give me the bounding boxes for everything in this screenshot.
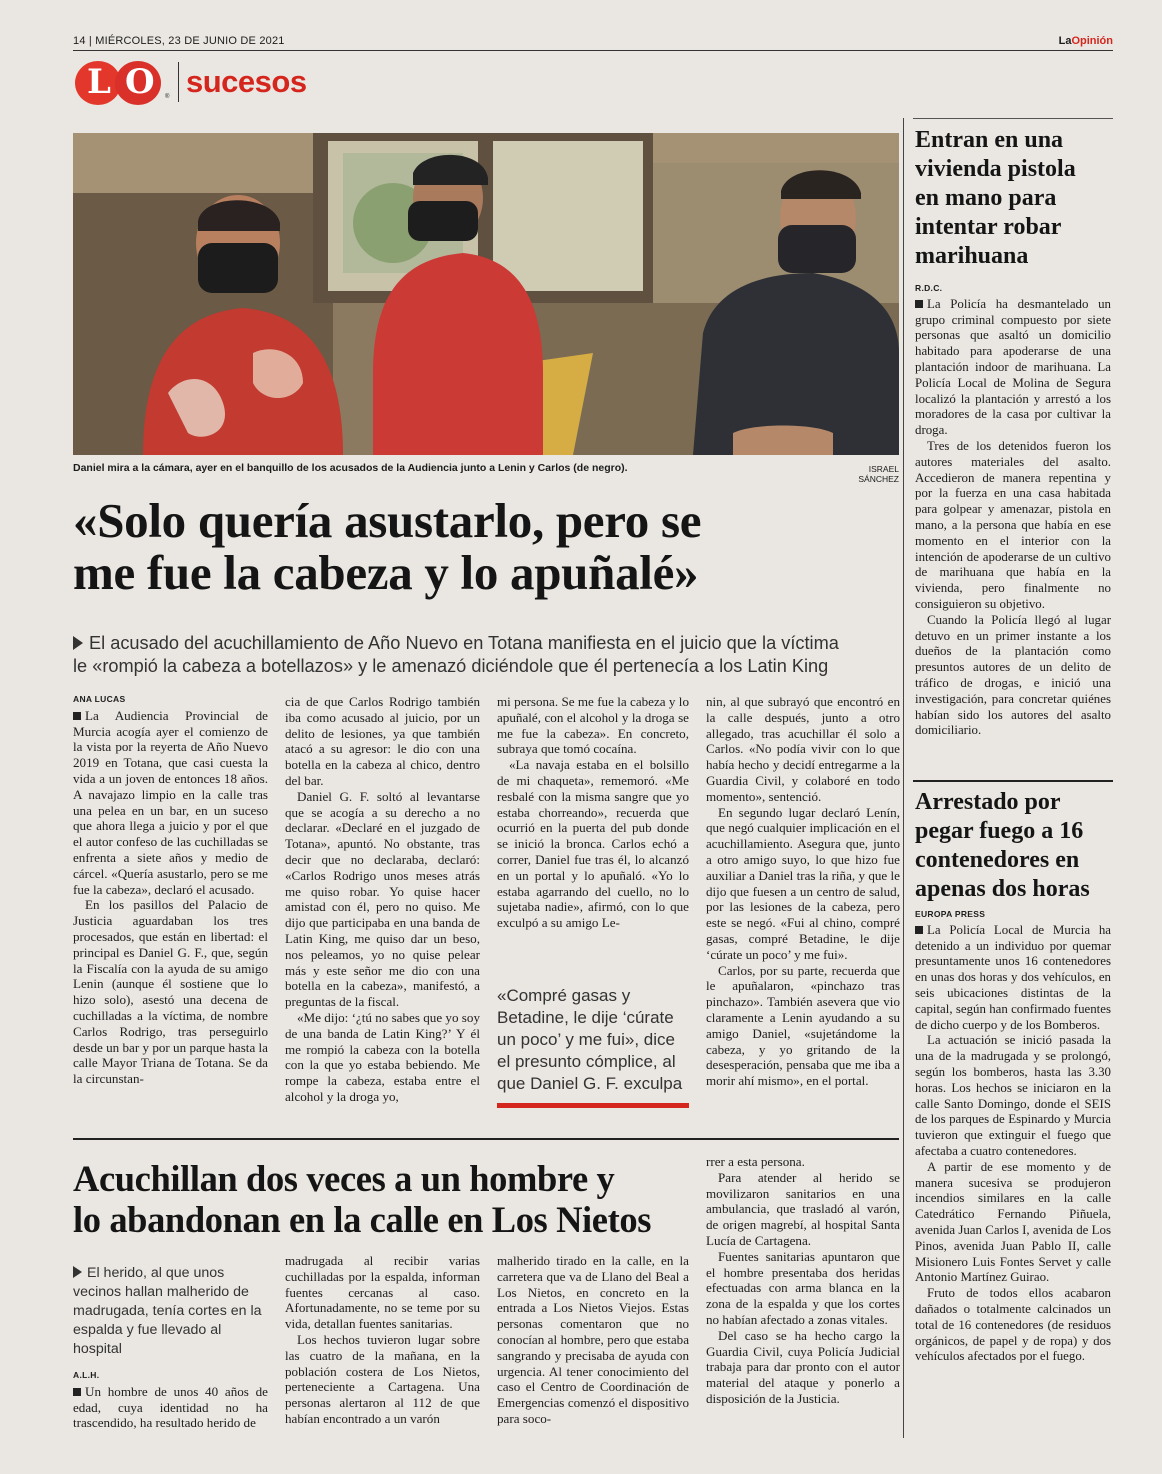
second-headline: Acuchillan dos veces a un hombre y lo abandonan en la calle en Los Nietos [73, 1158, 651, 1240]
paragraph: Del caso se ha hecho cargo la Guardia Civil, cuya Policía Judicial trabaja para dar pronto con el autor material del ataque y ponerlo a disposición de la Justicia. [706, 1327, 900, 1406]
paragraph: La Policía Local de Murcia ha detenido a un individuo por quemar presuntamente unos 16 contenedores en unas dos horas y dos vehículos, en seis ubicaciones distintas de la capital, según han confirmado fuentes de dicho cuerpo y de los Bomberos. [915, 922, 1111, 1032]
paragraph: La actuación se inició pasada la una de la madrugada y se prolongó, según los bomberos, hasta las 3.30 horas. Los hechos se iniciaron en la calle Santo Domingo, donde el SEIS de los parques de Espinardo y Murcia tuvieron que extinguir el fuego que afectaba a cuatro contenedores. [915, 1033, 1111, 1158]
article-divider [73, 1138, 899, 1140]
second-column-1 [73, 1368, 268, 1431]
second-subheadline: El herido, al que unos vecinos hallan malherido de madrugada, tenía cortes en la espalda y fue llevado al hospital [73, 1265, 262, 1357]
sidebar-top-rule [913, 118, 1113, 119]
paragraph: malherido tirado en la calle, en la carretera que va de Llano del Beal a Los Nietos, en concreto en la entrada a Los Nietos Viejos. Estas personas comentaron que no conocían al hombre, pero que estaba sangrando y precisaba de ayuda con urgencia. Al tener conocimiento del caso el Centro de Coordinación de Emergencias comenzó el dispositivo para soco- [497, 1253, 689, 1426]
square-bullet-icon [73, 712, 81, 720]
newspaper-name: LaOpinión [1058, 35, 1113, 47]
square-bullet-icon [915, 300, 923, 308]
byline: EUROPA PRESS [915, 909, 986, 919]
byline: R.D.C. [915, 283, 943, 293]
paragraph: Un hombre de unos 40 años de edad, cuya identidad no ha trascendido, ha resultado herido de [73, 1383, 268, 1431]
side-headline-1: Entran en una vivienda pistola en mano para intentar robar marihuana [915, 127, 1076, 269]
main-headline: «Solo quería asustarlo, pero se me fue la cabeza y lo apuñalé» [73, 493, 702, 600]
courtroom-photo [73, 133, 899, 455]
paragraph: Daniel G. F. soltó al levantarse que se acogía a su derecho a no declarar. «Declaré en el juzgado de Totana», apuntó. No obstante, tras decir que no declaraba, declaró: «Carlos Rodrigo unos meses atrás me quiso robar. Yo quise hacer amistad con él, pero no quiso. Me dijo que participaba en una banda de Latin King, me quiso dar un beso, nos peleamos, yo no quise pelear más y este señor me dio con una botella en la cabeza», manifestó, a preguntas de la fiscal. [285, 788, 480, 1010]
second-column-2 [285, 1253, 480, 1427]
page-header [73, 35, 1113, 49]
paragraph: Cuando la Policía llegó al lugar detuvo en un primer instante a los dueños de la plantación como presuntos autores de un delito de tráfico de drogas, e inició una investigación, para concretar quiénes habían sido los autores del asalto domiciliario. [915, 612, 1111, 738]
paragraph: Tres de los detenidos fueron los autores materiales del asalto. Accedieron de manera repentina y por la fuerza en una casa habitada para golpear y amenazar, pistola en mano, a la persona que había en ese momento en el interior con la intención de apoderarse de un cultivo de marihuana que había en la vivienda, pero finalmente no consiguieron su objetivo. [915, 438, 1111, 611]
article-column-4 [706, 694, 900, 1089]
pull-quote-accent [497, 1103, 689, 1108]
side-headline-2: Arrestado por pegar fuego a 16 contenedores en apenas dos horas [915, 789, 1090, 902]
paragraph: rrer a esta persona. [706, 1154, 805, 1169]
main-subheadline: El acusado del acuchillamiento de Año Nuevo en Totana manifiesta en el juicio que la víctima le «rompió la cabeza a botellazos» y le amenazó diciéndole que él pertenecía a los Latin King [73, 633, 839, 676]
photo-caption: Daniel mira a la cámara, ayer en el banquillo de los acusados de la Audiencia junto a Lenin y Carlos (de negro). [73, 462, 628, 474]
arrow-bullet-icon [73, 636, 83, 650]
section-divider [178, 62, 179, 102]
arrow-bullet-icon [73, 1266, 82, 1278]
paragraph: «La navaja estaba en el bolsillo de mi chaqueta», rememoró. «Me resbalé con la misma sangre que yo estaba chorreando», recuerda que ocurrió en la puerta del pub donde se inició la bronca. Carlos echó a correr, Daniel fue tras él, lo alcanzó en un portal y lo apuñaló. «Yo lo estaba agarrando del cuello, no lo sujetaba nadie», afirmó, con lo que exculpó a su amigo Le- [497, 757, 689, 931]
photo-credit: ISRAEL SÁNCHEZ [858, 464, 899, 484]
second-column-4 [706, 1154, 900, 1407]
square-bullet-icon [915, 926, 923, 934]
second-column-3 [497, 1253, 689, 1427]
newspaper-logo: L O ® [75, 58, 167, 106]
article-column-2 [285, 694, 480, 1105]
paragraph: mi persona. Se me fue la cabeza y lo apuñalé, con el alcohol y la droga se me fue la cabeza». En concreto, subraya que tomó cocaína. [497, 694, 689, 757]
paragraph: En los pasillos del Palacio de Justicia aguardaban los tres procesados, que están en libertad: el principal es Daniel G. F., que, según la Fiscalía con la ayuda de su amigo Lenin (aunque él sostiene que lo hizo solo), asestó una decena de cuchilladas a la víctima, de nombre Carlos Rodrigo, tras perseguirlo desde un bar y por un parque hasta la calle Mayor Triana de Totana. Se da la circunstan- [73, 897, 268, 1087]
section-title: sucesos [186, 64, 307, 99]
pull-quote: «Compré gasas y Betadine, le dije ‘cúrate un poco’ y me fui», dice el presunto cómplice, al que Daniel G. F. exculpa [497, 986, 683, 1093]
paragraph: «Me dijo: ‘¿tú no sabes que yo soy de una banda de Latin King?’ Y él me rompió la cabeza con la botella con la que yo estaba bebiendo. Me rompe la cabeza, estaba entre el alcohol y la droga yo, [285, 1009, 480, 1104]
paragraph: cia de que Carlos Rodrigo también iba como acusado al juicio, por un delito de lesiones, ya que también atacó a su agresor: le dio con una botella en la cabeza al chico, dentro del bar. [285, 694, 480, 788]
paragraph: La Policía ha desmantelado un grupo criminal compuesto por siete personas que asaltó un domicilio habitado para apoderarse de una plantación indoor de marihuana. La Policía Local de Molina de Segura localizó la plantación y arrestó a los moradores de la casa por cultivar la droga. [915, 296, 1111, 438]
paragraph: A partir de ese momento y de manera sucesiva se produjeron incendios similares en la calle Catedrático Fernando Piñuela, avenida Juan Carlos I, avenida de Los Pinos, avenida Juan Pablo II, calle Misionero Luis Fontes Servet y calle Antonio Martínez Guirao. [915, 1159, 1111, 1285]
sidebar-mid-rule [913, 780, 1113, 782]
paragraph: Fuentes sanitarias apuntaron que el hombre presentaba dos heridas efectuadas con arma blanca en la zona de la espalda y que los cortes no habían afectado a zonas vitales. [706, 1248, 900, 1327]
byline: A.L.H. [73, 1370, 100, 1380]
byline: ANA LUCAS [73, 694, 126, 704]
paragraph: Los hechos tuvieron lugar sobre las cuatro de la mañana, en la población costera de Los Nietos, perteneciente a Cartagena. Una personas alertaron al 112 de que habían encontrado a un varón [285, 1331, 480, 1426]
article-column-3 [497, 694, 689, 931]
article-column-1 [73, 692, 268, 1087]
page-number-date: 14 | MIÉRCOLES, 23 DE JUNIO DE 2021 [73, 35, 285, 47]
paragraph: madrugada al recibir varias cuchilladas por la espalda, informan fuentes cercanas al caso. Afortunadamente, no se teme por su vida, detallan fuentes sanitarias. [285, 1253, 480, 1332]
paragraph: En segundo lugar declaró Lenín, que negó cualquier implicación en el acuchillamiento. Asegura que, junto a otro amigo suyo, lo que hizo fue auxiliar a Daniel tras la riña, y que le dijo que fuesen a un centro de salud, por las lesiones de la cabeza, pero este se negó. «Fui al chino, compré gasas, compré Betadine, le dije ‘cúrate un poco’ y me fui». [706, 804, 900, 962]
side-article-1 [915, 281, 1111, 739]
side-article-2 [915, 907, 1111, 1365]
header-divider [73, 50, 1113, 51]
paragraph: La Audiencia Provincial de Murcia acogía ayer el comienzo de la vista por la reyerta de Año Nuevo 2019 en Totana, que casi cuesta la vida a un joven de entonces 18 años. A navajazo limpio en la calle tras una pelea en un bar, en un suceso que ahora llega a juicio y por el que el autor confeso de las cuchilladas se enfrenta a siete años y medio de cárcel. «Quería asustarlo, pero se me fue la cabeza», declaró el acusado. [73, 707, 268, 897]
paragraph: Carlos, por su parte, recuerda que le apuñalaron, «pinchazo tras pinchazo». También asevera que vio claramente a Lenin ayudando a su amigo Daniel, «sujetándome la cabeza, y yo gritando de la desesperación, pensaba que me iba a morir ahí mismo», en el portal. [706, 962, 900, 1089]
square-bullet-icon [73, 1388, 81, 1396]
sidebar-divider [903, 118, 904, 1438]
paragraph: nin, al que subrayó que encontró en la calle después, junto a otro allegado, tras acuchillar él solo a Carlos. «No podía vivir con lo que había hecho y decidí entregarme a la Guardia Civil, y colaboré en todo momento», sentenció. [706, 694, 900, 804]
paragraph: Fruto de todos ellos acabaron dañados o totalmente calcinados un total de 16 contenedores (de residuos orgánicos, de papel y de ropa) y dos vehículos afectados por el fuego. [915, 1286, 1111, 1364]
paragraph: Para atender al herido se movilizaron sanitarios en una ambulancia, que trasladó al varón, de origen magrebí, al hospital Santa Lucía de Cartagena. [706, 1169, 900, 1248]
